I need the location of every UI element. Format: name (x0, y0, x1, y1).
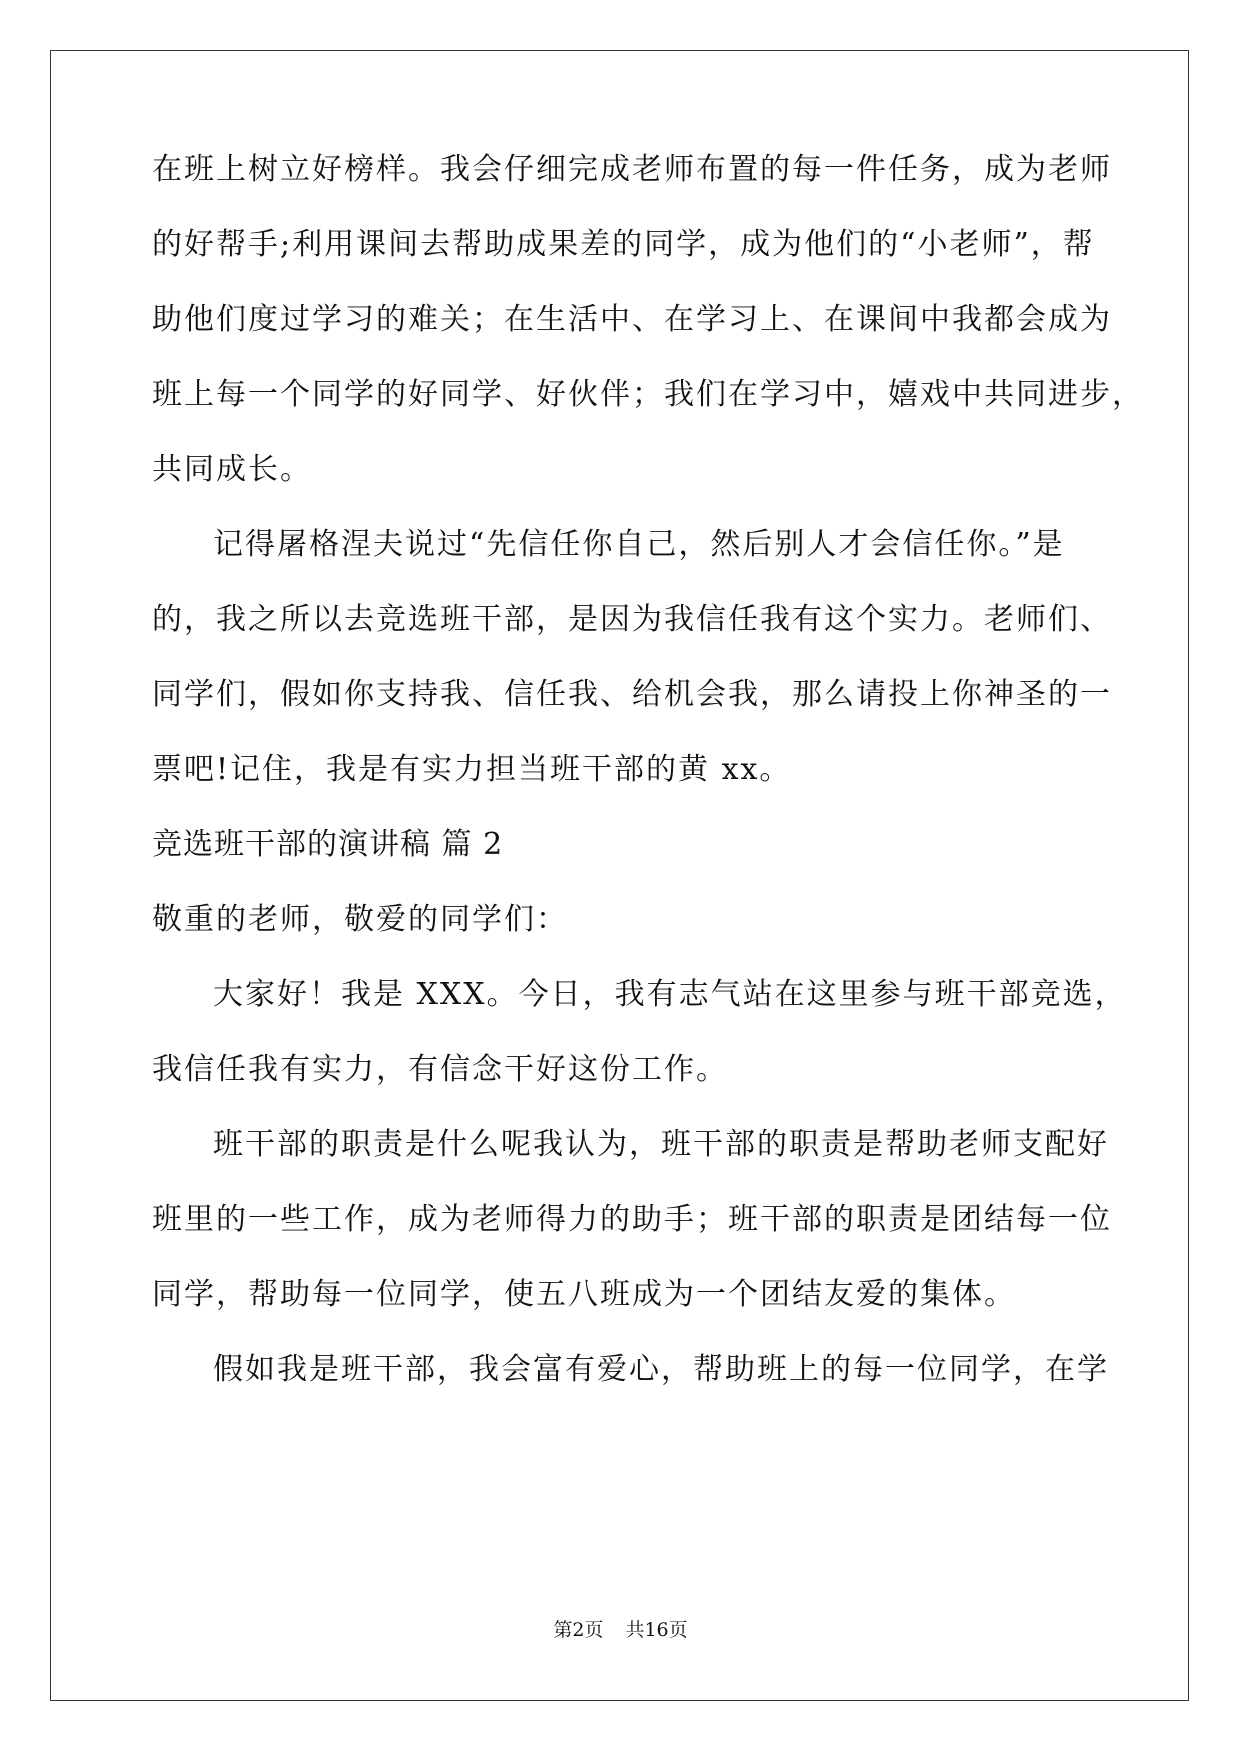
body-line: 在班上树立好榜样。我会仔细完成老师布置的每一件任务，成为老师 (152, 152, 1112, 187)
body-line: 班里的一些工作，成为老师得力的助手；班干部的职责是团结每一位 (152, 1202, 1112, 1237)
body-line: 我信任我有实力，有信念干好这份工作。 (152, 1052, 728, 1087)
body-line: 同学们，假如你支持我、信任我、给机会我，那么请投上你神圣的一 (152, 677, 1112, 712)
body-line: 的，我之所以去竞选班干部，是因为我信任我有这个实力。老师们、 (152, 602, 1112, 637)
paragraph-start-line: 假如我是班干部，我会富有爱心，帮助班上的每一位同学，在学 (213, 1352, 1109, 1387)
body-line: 的好帮手;利用课间去帮助成果差的同学，成为他们的“小老师”，帮 (152, 227, 1095, 262)
body-line: 助他们度过学习的难关；在生活中、在学习上、在课间中我都会成为 (152, 302, 1112, 337)
body-line: 票吧!记住，我是有实力担当班干部的黄 xx。 (152, 752, 792, 787)
page-total: 共16页 (625, 1619, 688, 1641)
paragraph-start-line: 记得屠格涅夫说过“先信任你自己，然后别人才会信任你。”是 (213, 527, 1065, 562)
page-number: 第2页 (553, 1619, 604, 1641)
paragraph-start-line: 大家好！我是 XXX。今日，我有志气站在这里参与班干部竞选， (213, 977, 1127, 1012)
body-line: 共同成长。 (152, 452, 312, 487)
salutation: 敬重的老师，敬爱的同学们： (152, 902, 568, 937)
paragraph-start-line: 班干部的职责是什么呢我认为，班干部的职责是帮助老师支配好 (213, 1127, 1109, 1162)
page-footer (0, 1618, 1241, 1642)
body-line: 班上每一个同学的好同学、好伙伴；我们在学习中，嬉戏中共同进步， (152, 377, 1144, 412)
page-border (50, 50, 1189, 1701)
section-heading: 竞选班干部的演讲稿 篇 2 (152, 827, 504, 862)
body-line: 同学，帮助每一位同学，使五八班成为一个团结友爱的集体。 (152, 1277, 1016, 1312)
